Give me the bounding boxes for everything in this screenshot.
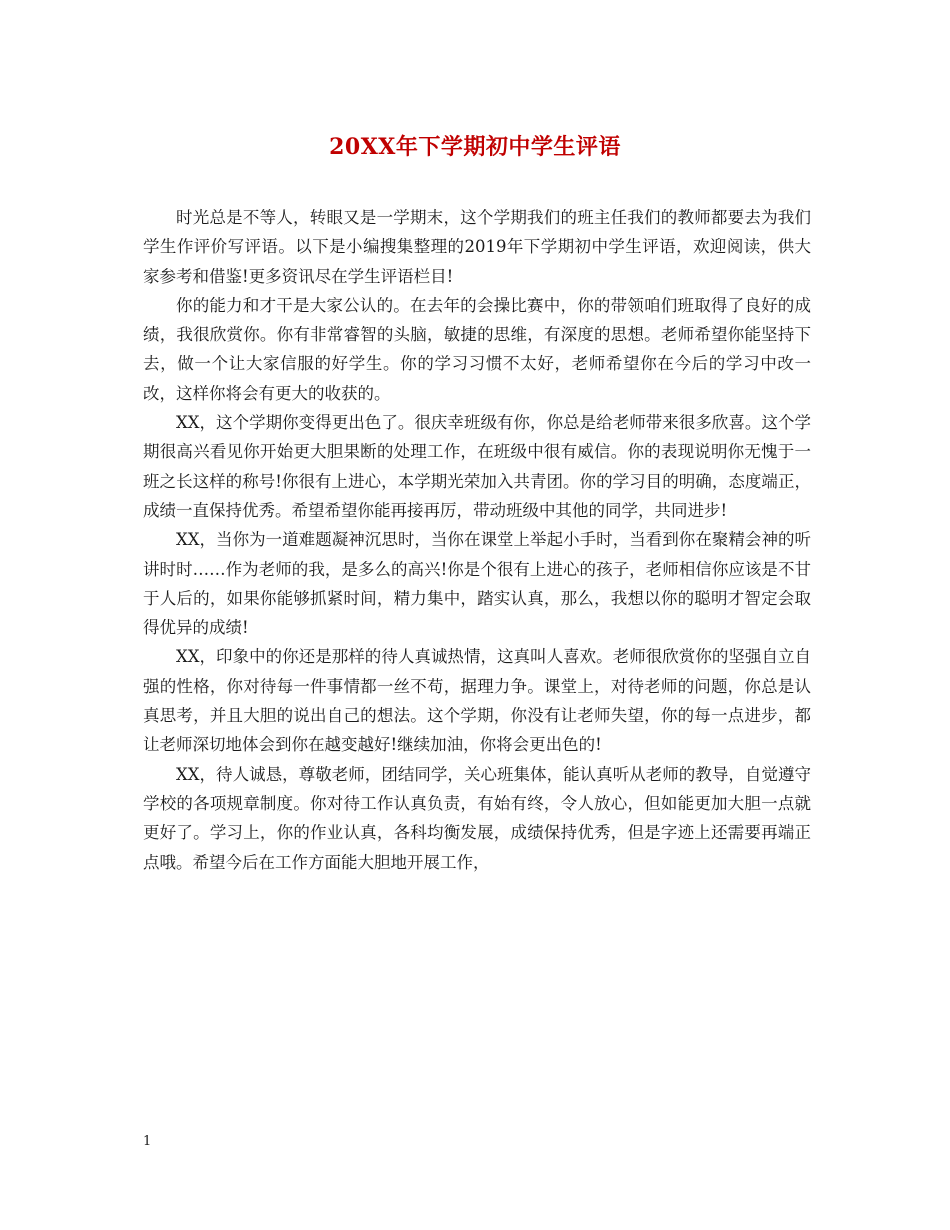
paragraph-intro: 时光总是不等人，转眼又是一学期末，这个学期我们的班主任我们的教师都要去为我们学生作评价写评语。以下是小编搜集整理的2019年下学期初中学生评语，欢迎阅读，供大家参考和借鉴!更多资讯尽在学生评语栏目! xyxy=(143,208,811,286)
paragraph-comment-4: XX，印象中的你还是那样的待人真诚热情，这真叫人喜欢。老师很欣赏你的坚强自立自强的性格，你对待每一件事情都一丝不苟，据理力争。课堂上，对待老师的问题，你总是认真思考，并且大胆的说出自己的想法。这个学期，你没有让老师失望，你的每一点进步，都让老师深切地体会到你在越变越好!继续加油，你将会更出色的! xyxy=(143,647,811,755)
document-body xyxy=(143,203,811,877)
paragraph-comment-1: 你的能力和才干是大家公认的。在去年的会操比赛中，你的带领咱们班取得了良好的成绩，我很欣赏你。你有非常睿智的头脑，敏捷的思维，有深度的思想。老师希望你能坚持下去，做一个让大家信服的好学生。你的学习习惯不太好，老师希望你在今后的学习中改一改，这样你将会有更大的收获的。 xyxy=(143,295,811,403)
paragraph-comment-2: XX，这个学期你变得更出色了。很庆幸班级有你，你总是给老师带来很多欣喜。这个学期很高兴看见你开始更大胆果断的处理工作，在班级中很有威信。你的表现说明你无愧于一班之长这样的称号!你很有上进心，本学期光荣加入共青团。你的学习目的明确，态度端正，成绩一直保持优秀。希望希望你能再接再厉，带动班级中其他的同学，共同进步! xyxy=(143,413,811,520)
paragraph-comment-3: XX，当你为一道难题凝神沉思时，当你在课堂上举起小手时，当看到你在聚精会神的听讲时时……作为老师的我，是多么的高兴!你是个很有上进心的孩子，老师相信你应该是不甘于人后的，如果你能够抓紧时间，精力集中，踏实认真，那么，我想以你的聪明才智定会取得优异的成绩! xyxy=(143,530,811,638)
page-title: 20XX年下学期初中学生评语 xyxy=(329,134,621,160)
paragraph-comment-5: XX，待人诚恳，尊敬老师，团结同学，关心班集体，能认真听从老师的教导，自觉遵守学校的各项规章制度。你对待工作认真负责，有始有终，令人放心，但如能更加大胆一点就更好了。学习上，你的作业认真，各科均衡发展，成绩保持优秀，但是字迹上还需要再端正点哦。希望今后在工作方面能大胆地开展工作， xyxy=(143,764,811,872)
page-number: 1 xyxy=(143,1134,152,1149)
